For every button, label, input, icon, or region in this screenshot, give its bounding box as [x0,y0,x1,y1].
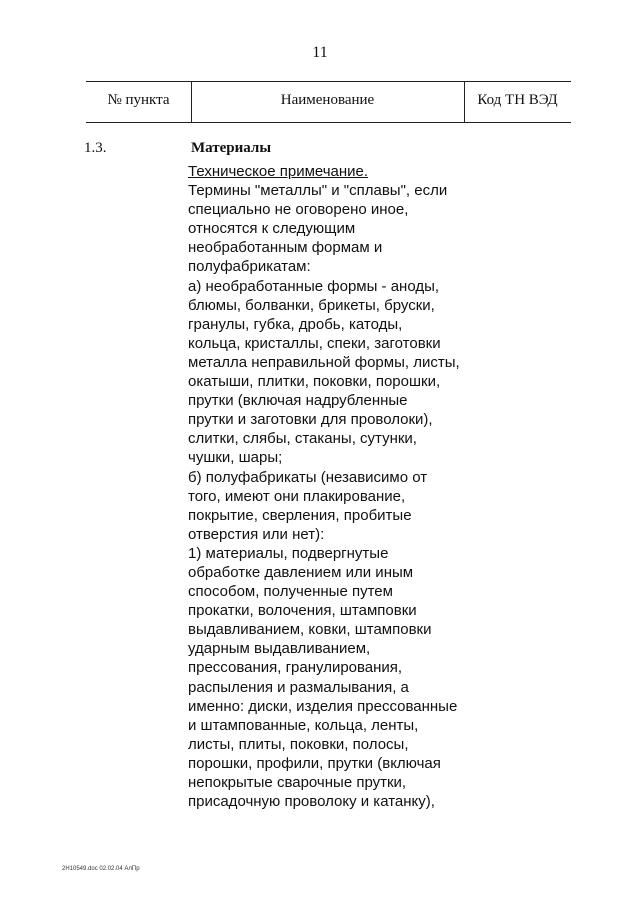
item-text: Термины "металлы" и "сплавы", если специально не оговорено иное, относятся к следующим необработанным формам и полуфабрикатам: а) необработанные формы - аноды, блюмы, болванки, брикеты, бруски, гранулы, губка, дробь, катоды, кольца, кристаллы, спеки, заготовки металла неправильной формы, листы, окатыши, плитки, поковки, порошки, прутки (включая надрубленные прутки и заготовки для проволоки), слитки, слябы, стаканы, сутунки, чушки, шары; б) полуфабрикаты (независимо от того, имеют они плакирование, покрытие, сверления, пробитые отверстия или нет): 1) материалы, подвергнутые обработке давлением или иным способом, полученные путем прокатки, волочения, штамповки выдавливанием, ковки, штамповки ударным выдавливанием, прессования, гранулирования, распыления и размалывания, а именно: диски, изделия прессованные и штампованные, кольца, ленты, листы, плиты, поковки, полосы, порошки, профили, прутки (включая непокрытые сварочные прутки, присадочную проволоку и катанку), [188,182,460,811]
page-number: 11 [312,44,328,61]
technical-note-heading: Техническое примечание. [188,163,369,180]
item-description [188,162,468,811]
document-footer: 2Н10549.doc 02.02.04 АлПр [62,866,140,872]
table-header-rule [86,122,571,123]
header-name: Наименование [280,92,375,108]
table-top-rule [86,81,571,82]
item-number: 1.3. [84,140,107,156]
header-item-number: № пункта [107,92,170,108]
item-title: Материалы [191,140,272,156]
header-tn-ved-code: Код ТН ВЭД [477,92,558,108]
